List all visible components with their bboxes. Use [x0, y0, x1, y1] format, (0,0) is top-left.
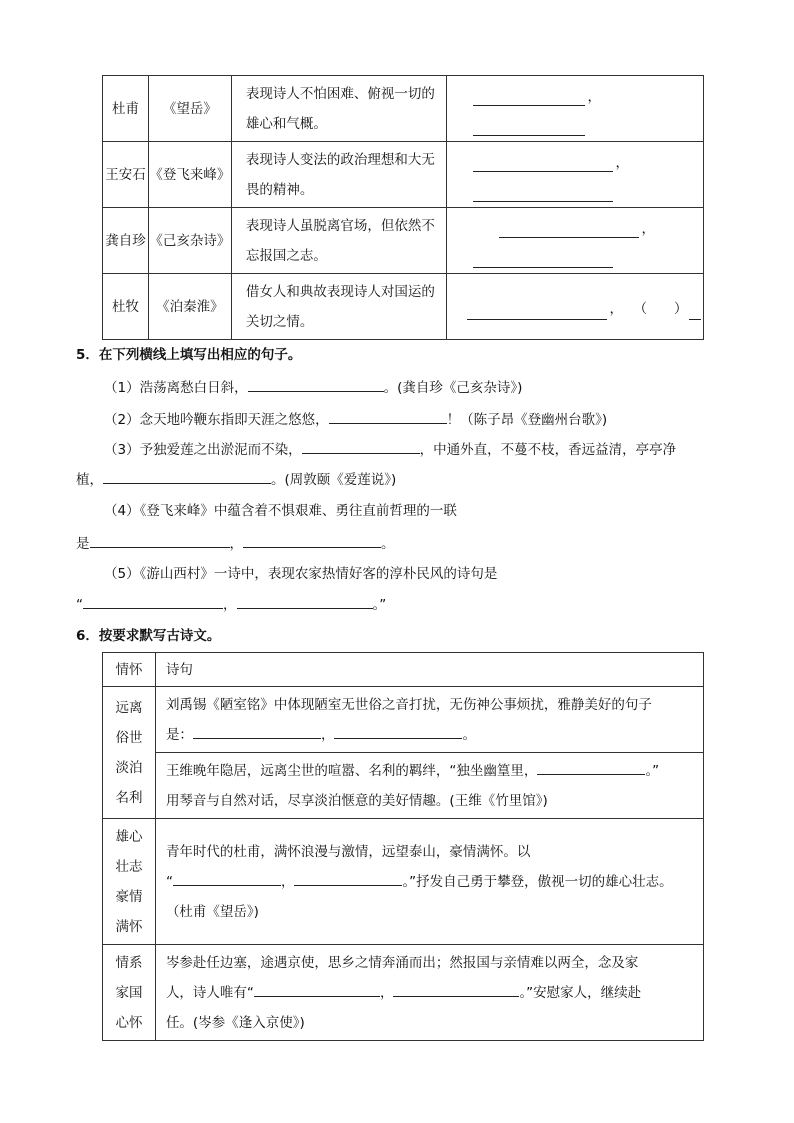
- question-5-heading: 5．在下列横线上填写出相应的句子。: [76, 347, 302, 363]
- blank-line[interactable]: [248, 377, 384, 392]
- table-row: [103, 687, 704, 753]
- blank-line[interactable]: [103, 469, 271, 484]
- poetry-recitation-table: [102, 652, 704, 1041]
- blank-line[interactable]: [334, 724, 462, 739]
- blank-line[interactable]: [302, 439, 420, 454]
- table-row: [103, 76, 704, 142]
- table-row: [103, 819, 704, 945]
- category-cell: 情系家国心怀: [103, 945, 156, 1041]
- blank-line[interactable]: [467, 305, 607, 320]
- blank-line[interactable]: [193, 724, 321, 739]
- table-row: [103, 142, 704, 208]
- answer-cell[interactable]: [447, 76, 704, 142]
- answer-cell[interactable]: [447, 142, 704, 208]
- poem-title-cell: 《己亥杂诗》: [148, 208, 231, 274]
- blank-line[interactable]: [473, 121, 585, 136]
- description-cell: 表现诗人虽脱离官场，但依然不忘报国之志。: [231, 208, 447, 274]
- q5-item-3: （3）予独爱莲之出淤泥而不染， ，中通外直，不蔓不枝，香远益清，亭亭净: [104, 439, 676, 460]
- blank-line[interactable]: [473, 157, 613, 172]
- poet-cell: 杜牧: [103, 274, 149, 340]
- q5-item-3-cont: 植， 。(周敦颐《爱莲说》): [76, 469, 396, 490]
- table-header-row: [103, 653, 704, 687]
- separator: ，: [641, 221, 655, 237]
- blank-line[interactable]: [329, 409, 447, 424]
- question-6-heading: 6．按要求默写古诗文。: [76, 628, 221, 644]
- separator: ，: [587, 89, 601, 105]
- blank-line[interactable]: [473, 187, 613, 202]
- q5-item-4: （4）《登飞来峰》中蕴含着不惧艰难、勇往直前哲理的一联: [104, 503, 457, 519]
- separator: ，: [609, 301, 623, 317]
- blank-line[interactable]: [243, 533, 381, 548]
- blank-line[interactable]: [237, 594, 373, 609]
- blank-line[interactable]: [473, 91, 585, 106]
- table-row: [103, 753, 704, 819]
- description-cell: 表现诗人变法的政治理想和大无畏的精神。: [231, 142, 447, 208]
- blank-line[interactable]: [254, 982, 380, 997]
- verse-cell: 岑参赴任边塞，途遇京使，思乡之情奔涌而出；然报国与亲情难以两全，念及家 人，诗人唯有“ ， 。”安慰家人，继续赴 任。(岑参《逢入京使》): [155, 945, 703, 1041]
- table-row: [103, 274, 704, 340]
- blank-line[interactable]: [294, 871, 402, 886]
- q5-item-1: （1）浩荡离愁白日斜， 。(龚自珍《己亥杂诗》): [104, 377, 522, 398]
- blank-line[interactable]: [473, 253, 613, 268]
- paren-blank: （ ）: [633, 301, 688, 317]
- blank-line[interactable]: [393, 982, 519, 997]
- header-col-verse: 诗句: [155, 653, 703, 687]
- table-row: [103, 208, 704, 274]
- q5-item-5: （5）《游山西村》一诗中，表现农家热情好客的淳朴民风的诗句是: [104, 566, 498, 582]
- poem-title-cell: 《泊秦淮》: [148, 274, 231, 340]
- q5-item-5-cont: “ ， 。”: [76, 594, 386, 615]
- poem-title-cell: 《望岳》: [148, 76, 231, 142]
- blank-line[interactable]: [173, 871, 281, 886]
- verse-cell: 王维晚年隐居，远离尘世的喧嚣、名利的羁绊，“独坐幽篁里， 。” 用琴音与自然对话，尽享淡泊惬意的美好情趣。(王维《竹里馆》): [155, 753, 703, 819]
- blank-line[interactable]: [537, 760, 645, 775]
- verse-cell: 青年时代的杜甫，满怀浪漫与激情，远望泰山，豪情满怀。以 “ ， 。”抒发自己勇于攀登，傲视一切的雄心壮志。 （杜甫《望岳》): [155, 819, 703, 945]
- header-col-feeling: 情怀: [103, 653, 156, 687]
- verse-cell: 刘禹锡《陋室铭》中体现陋室无世俗之音打扰，无伤神公事烦扰，雅静美好的句子 是： ， 。: [155, 687, 703, 753]
- category-cell: 雄心壮志豪情满怀: [103, 819, 156, 945]
- separator: ，: [615, 155, 629, 171]
- poet-cell: 杜甫: [103, 76, 149, 142]
- q5-item-2: （2）念天地吟鞭东指即天涯之悠悠， ！（陈子昂《登幽州台歌》): [104, 409, 607, 430]
- poet-cell: 王安石: [103, 142, 149, 208]
- table-row: [103, 945, 704, 1041]
- poet-summary-table: [102, 75, 704, 340]
- q5-item-4-cont: 是 ， 。: [76, 533, 395, 554]
- poet-cell: 龚自珍: [103, 208, 149, 274]
- blank-line[interactable]: [499, 223, 639, 238]
- poem-title-cell: 《登飞来峰》: [148, 142, 231, 208]
- blank-line[interactable]: [90, 533, 230, 548]
- blank-line[interactable]: [83, 594, 223, 609]
- blank-line[interactable]: [689, 305, 701, 320]
- description-cell: 表现诗人不怕困难、俯视一切的雄心和气概。: [231, 76, 447, 142]
- description-cell: 借女人和典故表现诗人对国运的关切之情。: [231, 274, 447, 340]
- answer-cell[interactable]: [447, 274, 704, 340]
- category-cell: 远离俗世淡泊名利: [103, 687, 156, 819]
- answer-cell[interactable]: [447, 208, 704, 274]
